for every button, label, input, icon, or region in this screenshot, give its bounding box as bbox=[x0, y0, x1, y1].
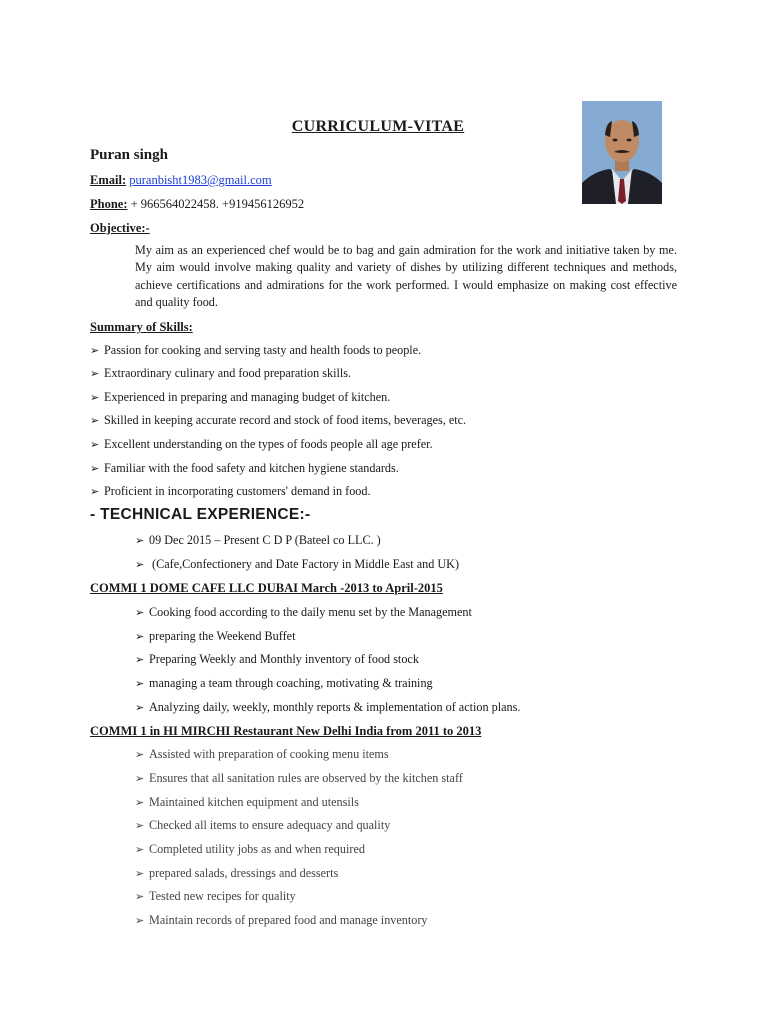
bullet-arrow-icon: ➢ bbox=[90, 391, 100, 404]
job1-item: ➢ Analyzing daily, weekly, monthly reports & implementation of action plans. bbox=[135, 700, 521, 714]
email-link[interactable]: puranbisht1983@gmail.com bbox=[129, 173, 272, 187]
job1-item: ➢ managing a team through coaching, motivating & training bbox=[135, 676, 433, 690]
job1-item: ➢ Cooking food according to the daily menu set by the Management bbox=[135, 605, 472, 619]
current-job-line: ➢ 09 Dec 2015 – Present C D P (Bateel co LLC. ) bbox=[135, 533, 381, 547]
job2-item: ➢ Completed utility jobs as and when required bbox=[135, 842, 365, 856]
candidate-name: Puran singh bbox=[90, 147, 168, 163]
page-title: CURRICULUM-VITAE bbox=[291, 118, 465, 135]
job1-item: ➢ preparing the Weekend Buffet bbox=[135, 629, 296, 643]
job2-item: ➢ Checked all items to ensure adequacy and quality bbox=[135, 818, 391, 832]
job1-item: ➢ Preparing Weekly and Monthly inventory of food stock bbox=[135, 652, 419, 666]
skill-item: ➢ Passion for cooking and serving tasty and health foods to people. bbox=[90, 343, 422, 357]
technical-experience-heading: - TECHNICAL EXPERIENCE:- bbox=[90, 506, 311, 523]
job2-item: ➢ Assisted with preparation of cooking menu items bbox=[135, 747, 389, 761]
job2-item: ➢ Maintained kitchen equipment and utensils bbox=[135, 795, 359, 809]
bullet-arrow-icon: ➢ bbox=[135, 558, 145, 571]
bullet-arrow-icon: ➢ bbox=[135, 677, 145, 690]
skills-label: Summary of Skills: bbox=[90, 320, 193, 334]
phone-label: Phone: bbox=[90, 197, 128, 211]
job2-item: ➢ Maintain records of prepared food and manage inventory bbox=[135, 913, 428, 927]
bullet-arrow-icon: ➢ bbox=[135, 606, 145, 619]
bullet-arrow-icon: ➢ bbox=[135, 772, 145, 785]
bullet-arrow-icon: ➢ bbox=[135, 653, 145, 666]
bullet-arrow-icon: ➢ bbox=[135, 819, 145, 832]
bullet-arrow-icon: ➢ bbox=[135, 843, 145, 856]
bullet-arrow-icon: ➢ bbox=[90, 438, 100, 451]
bullet-arrow-icon: ➢ bbox=[90, 344, 100, 357]
job1-heading: COMMI 1 DOME CAFE LLC DUBAI March -2013 to April-2015 bbox=[90, 581, 443, 595]
skill-item: ➢ Excellent understanding on the types of foods people all age prefer. bbox=[90, 437, 433, 451]
bullet-arrow-icon: ➢ bbox=[135, 914, 145, 927]
skill-item: ➢ Familiar with the food safety and kitchen hygiene standards. bbox=[90, 461, 399, 475]
phone-value: + 966564022458. +919456126952 bbox=[127, 197, 305, 211]
skill-item: ➢ Skilled in keeping accurate record and stock of food items, beverages, etc. bbox=[90, 413, 467, 427]
job2-heading: COMMI 1 in HI MIRCHI Restaurant New Delhi India from 2011 to 2013 bbox=[90, 724, 482, 738]
job2-item: ➢ Ensures that all sanitation rules are observed by the kitchen staff bbox=[135, 771, 463, 785]
phone-line bbox=[90, 197, 304, 212]
bullet-arrow-icon: ➢ bbox=[90, 367, 100, 380]
current-job-line: ➢ (Cafe,Confectionery and Date Factory in Middle East and UK) bbox=[135, 557, 460, 571]
bullet-arrow-icon: ➢ bbox=[135, 890, 145, 903]
job2-item: ➢ prepared salads, dressings and desserts bbox=[135, 866, 339, 880]
profile-photo-image bbox=[582, 101, 662, 204]
job2-item: ➢ Tested new recipes for quality bbox=[135, 889, 296, 903]
bullet-arrow-icon: ➢ bbox=[90, 485, 100, 498]
bullet-arrow-icon: ➢ bbox=[135, 630, 145, 643]
profile-photo bbox=[582, 101, 662, 204]
bullet-arrow-icon: ➢ bbox=[135, 701, 145, 714]
email-label: Email: bbox=[90, 173, 127, 187]
skill-item: ➢ Experienced in preparing and managing budget of kitchen. bbox=[90, 390, 391, 404]
bullet-arrow-icon: ➢ bbox=[90, 462, 100, 475]
skill-item: ➢ Proficient in incorporating customers' demand in food. bbox=[90, 484, 371, 498]
bullet-arrow-icon: ➢ bbox=[135, 796, 145, 809]
bullet-arrow-icon: ➢ bbox=[135, 748, 145, 761]
skill-item: ➢ Extraordinary culinary and food preparation skills. bbox=[90, 366, 352, 380]
bullet-arrow-icon: ➢ bbox=[90, 414, 100, 427]
objective-text: My aim as an experienced chef would be to bag and gain admiration for the work and initiative taken by me. My aim would involve making quality and variety of dishes by utilizing different techniques and methods, achieve certifications and admirations for the work performed. I would emphasize on making cost effective and quality food. bbox=[135, 243, 677, 309]
bullet-arrow-icon: ➢ bbox=[135, 867, 145, 880]
bullet-arrow-icon: ➢ bbox=[135, 534, 145, 547]
objective-label: Objective:- bbox=[90, 221, 150, 235]
email-line bbox=[90, 173, 272, 188]
